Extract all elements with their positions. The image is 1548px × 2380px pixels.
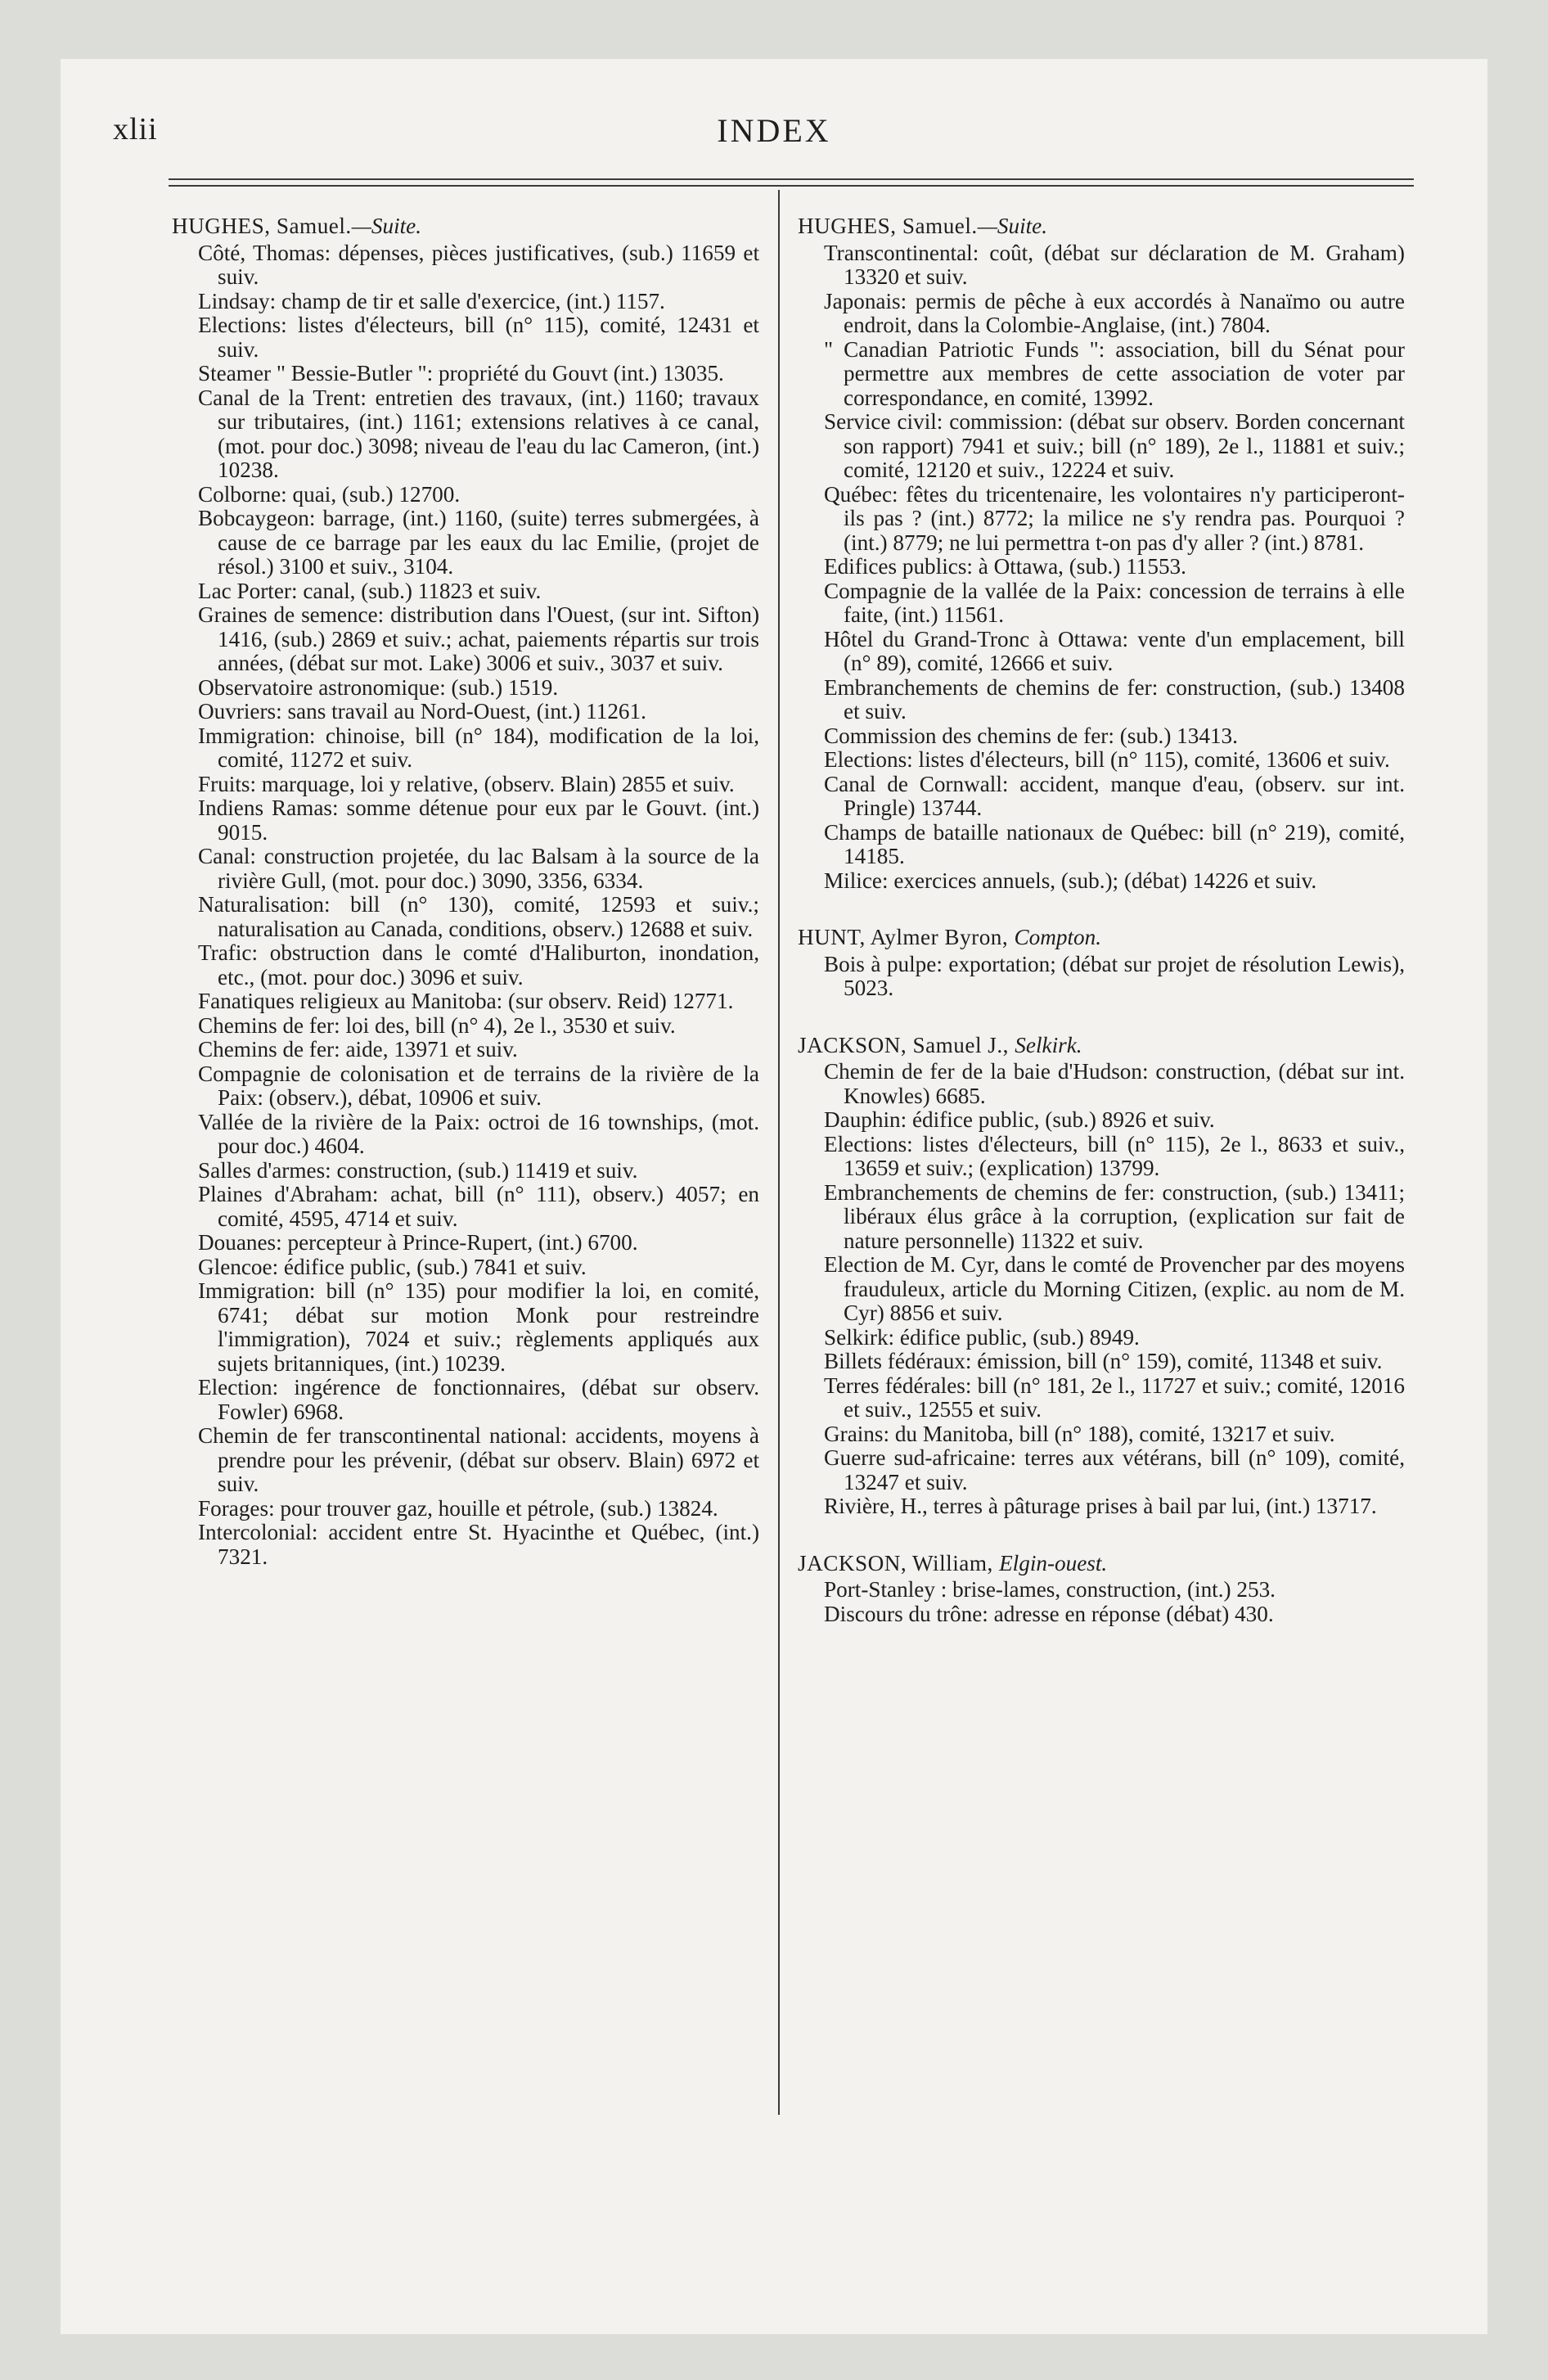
index-entry: Guerre sud-africaine: terres aux vétérans, bill (n° 109), comité, 13247 et suiv. [824, 1445, 1405, 1494]
index-entry: " Canadian Patriotic Funds ": association, bill du Sénat pour permettre aux membres de cette association de voter par correspondance, en comité, 13992. [824, 336, 1405, 410]
index-entry: Chemins de fer: loi des, bill (n° 4), 2e l., 3530 et suiv. [198, 1012, 676, 1038]
index-entry: Immigration: chinoise, bill (n° 184), modification de la loi, comité, 11272 et suiv. [198, 723, 759, 772]
heading-name: HUNT, Aylmer Byron, [798, 925, 1015, 949]
index-entry: Commission des chemins de fer: (sub.) 13413. [824, 723, 1238, 748]
index-entry: Hôtel du Grand-Tronc à Ottawa: vente d'un emplacement, bill (n° 89), comité, 12666 et suiv. [824, 626, 1405, 675]
index-heading [798, 1034, 1405, 1058]
index-entry: Lindsay: champ de tir et salle d'exercice, (int.) 1157. [198, 288, 665, 313]
index-entry: Chemins de fer: aide, 13971 et suiv. [198, 1037, 518, 1062]
header-rule-top [169, 178, 1414, 180]
header-rule-bottom [169, 185, 1414, 187]
column-divider [778, 190, 780, 2115]
index-entry: Milice: exercices annuels, (sub.); (débat) 14226 et suiv. [824, 868, 1317, 893]
index-entry: Chemin de fer de la baie d'Hudson: construction, (débat sur int. Knowles) 6685. [824, 1059, 1405, 1108]
index-entry: Indiens Ramas: somme détenue pour eux par le Gouvt. (int.) 9015. [198, 796, 759, 845]
heading-name: JACKSON, William, [798, 1550, 1000, 1575]
index-entry: Intercolonial: accident entre St. Hyacinthe et Québec, (int.) 7321. [198, 1520, 759, 1569]
heading-name: HUGHES, Samuel. [798, 214, 978, 238]
index-entry: Embranchements de chemins de fer: construction, (sub.) 13408 et suiv. [824, 674, 1405, 723]
index-entry: Grains: du Manitoba, bill (n° 188), comité, 13217 et suiv. [824, 1421, 1335, 1446]
heading-suite: —Suite. [977, 214, 1048, 238]
heading-place: Selkirk. [1015, 1032, 1082, 1057]
index-entry: Terres fédérales: bill (n° 181, 2e l., 11727 et suiv.; comité, 12016 et suiv., 12555 et suiv. [824, 1373, 1405, 1422]
index-entry: Discours du trône: adresse en réponse (débat) 430. [824, 1601, 1274, 1626]
heading-name: JACKSON, Samuel J., [798, 1032, 1015, 1057]
index-entry: Elections: listes d'électeurs, bill (n° 115), comité, 12431 et suiv. [198, 313, 759, 362]
index-entry: Immigration: bill (n° 135) pour modifier la loi, en comité, 6741; débat sur motion Monk pour restreindre l'immigration), 7024 et suiv.; règlements appliqués aux sujets britanniques, (int.) 10239. [198, 1278, 759, 1376]
index-entry: Steamer " Bessie-Butler ": propriété du Gouvt (int.) 13035. [198, 361, 724, 385]
index-entry: Canal: construction projetée, du lac Balsam à la source de la rivière Gull, (mot. pour doc.) 3090, 3356, 6334. [198, 844, 759, 893]
index-entry: Port-Stanley : brise-lames, construction, (int.) 253. [824, 1577, 1276, 1602]
index-entry: Glencoe: édifice public, (sub.) 7841 et suiv. [198, 1254, 587, 1279]
index-entry: Rivière, H., terres à pâturage prises à bail par lui, (int.) 13717. [824, 1494, 1377, 1518]
right-column [798, 214, 1405, 1626]
left-column [172, 214, 759, 1569]
index-entry: Selkirk: édifice public, (sub.) 8949. [824, 1324, 1140, 1350]
section-gap [798, 893, 1405, 926]
index-entry: Trafic: obstruction dans le comté d'Haliburton, inondation, etc., (mot. pour doc.) 3096 et suiv. [198, 940, 759, 989]
index-entry: Chemin de fer transcontinental national: accidents, moyens à prendre pour les prévenir, (débat sur observ. Blain) 6972 et suiv. [198, 1423, 759, 1496]
index-entry: Salles d'armes: construction, (sub.) 11419 et suiv. [198, 1157, 638, 1183]
index-heading [172, 214, 759, 239]
index-entry: Canal de la Trent: entretien des travaux, (int.) 1160; travaux sur tributaires, (int.) 1161; extensions relatives à ce canal, (mot. pour doc.) 3098; niveau de l'eau du lac Cameron, (int.) 10238. [198, 385, 759, 482]
index-entry: Vallée de la rivière de la Paix: octroi de 16 townships, (mot. pour doc.) 4604. [198, 1109, 759, 1158]
index-entry: Douanes: percepteur à Prince-Rupert, (int.) 6700. [198, 1230, 638, 1255]
index-entry: Québec: fêtes du tricentenaire, les volontaires n'y participeront-ils pas ? (int.) 8772; la milice ne s'y rendra pas. Pourquoi ? (int.) 8779; ne lui permettra t-on pas d'y aller ? (int.) 8781. [824, 481, 1405, 555]
index-entry: Côté, Thomas: dépenses, pièces justificatives, (sub.) 11659 et suiv. [198, 240, 759, 289]
index-entry: Ouvriers: sans travail au Nord-Ouest, (int.) 11261. [198, 699, 646, 723]
index-entry: Canal de Cornwall: accident, manque d'eau, (observ. sur int. Pringle) 13744. [824, 771, 1405, 820]
index-heading [798, 214, 1405, 239]
heading-place: Elgin-ouest. [999, 1550, 1108, 1575]
index-entry: Billets fédéraux: émission, bill (n° 159), comité, 11348 et suiv. [824, 1349, 1383, 1373]
index-entry: Japonais: permis de pêche à eux accordés à Nanaïmo ou autre endroit, dans la Colombie-Anglaise, (int.) 7804. [824, 288, 1405, 337]
index-entry: Election de M. Cyr, dans le comté de Provencher par des moyens frauduleux, article du Morning Citizen, (explic. au nom de M. Cyr) 8856 et suiv. [824, 1252, 1405, 1325]
index-entry: Dauphin: édifice public, (sub.) 8926 et suiv. [824, 1107, 1215, 1132]
index-entry: Transcontinental: coût, (débat sur déclaration de M. Graham) 13320 et suiv. [824, 240, 1405, 289]
section-gap [798, 1519, 1405, 1552]
index-entry: Compagnie de la vallée de la Paix: concession de terrains à elle faite, (int.) 11561. [824, 578, 1405, 627]
index-entry: Observatoire astronomique: (sub.) 1519. [198, 674, 559, 700]
index-entry: Fruits: marquage, loi y relative, (observ. Blain) 2855 et suiv. [198, 771, 735, 796]
index-heading [798, 1552, 1405, 1576]
section-gap [798, 1001, 1405, 1034]
index-entry: Graines de semence: distribution dans l'Ouest, (sur int. Sifton) 1416, (sub.) 2869 et suiv.; achat, paiements répartis sur trois années, (débat sur mot. Lake) 3006 et suiv., 3037 et suiv. [198, 602, 759, 675]
index-entry: Edifices publics: à Ottawa, (sub.) 11553. [824, 554, 1186, 579]
index-entry: Bobcaygeon: barrage, (int.) 1160, (suite) terres submergées, à cause de ce barrage par les eaux du lac Emilie, (projet de résol.) 3100 et suiv., 3104. [198, 506, 759, 579]
index-entry: Plaines d'Abraham: achat, bill (n° 111), observ.) 4057; en comité, 4595, 4714 et suiv. [198, 1182, 759, 1231]
index-entry: Embranchements de chemins de fer: construction, (sub.) 13411; libéraux élus grâce à la corruption, (explication sur fait de nature personnelle) 11322 et suiv. [824, 1179, 1405, 1253]
index-entry: Naturalisation: bill (n° 130), comité, 12593 et suiv.; naturalisation au Canada, conditions, observ.) 12688 et suiv. [198, 892, 759, 941]
index-entry: Champs de bataille nationaux de Québec: bill (n° 219), comité, 14185. [824, 819, 1405, 868]
index-entry: Elections: listes d'électeurs, bill (n° 115), 2e l., 8633 et suiv., 13659 et suiv.; (explication) 13799. [824, 1131, 1405, 1180]
page-number: xlii [113, 112, 158, 146]
index-entry: Fanatiques religieux au Manitoba: (sur observ. Reid) 12771. [198, 989, 734, 1013]
running-head: INDEX [717, 112, 831, 149]
index-entry: Service civil: commission: (débat sur observ. Borden concernant son rapport) 7941 et suiv.; bill (n° 189), 2e l., 11881 et suiv.; comité, 12120 et suiv., 12224 et suiv. [824, 409, 1405, 482]
index-heading [798, 926, 1405, 950]
index-entry: Bois à pulpe: exportation; (débat sur projet de résolution Lewis), 5023. [824, 951, 1405, 1000]
index-entry: Election: ingérence de fonctionnaires, (débat sur observ. Fowler) 6968. [198, 1375, 759, 1424]
index-entry: Forages: pour trouver gaz, houille et pétrole, (sub.) 13824. [198, 1495, 718, 1521]
index-entry: Lac Porter: canal, (sub.) 11823 et suiv. [198, 578, 542, 603]
heading-place: Compton. [1014, 925, 1101, 949]
index-entry: Elections: listes d'électeurs, bill (n° 115), comité, 13606 et suiv. [824, 747, 1390, 772]
heading-name: HUGHES, Samuel. [172, 214, 352, 238]
heading-suite: —Suite. [351, 214, 422, 238]
index-entry: Colborne: quai, (sub.) 12700. [198, 481, 461, 507]
index-entry: Compagnie de colonisation et de terrains de la rivière de la Paix: (observ.), débat, 10906 et suiv. [198, 1061, 759, 1110]
